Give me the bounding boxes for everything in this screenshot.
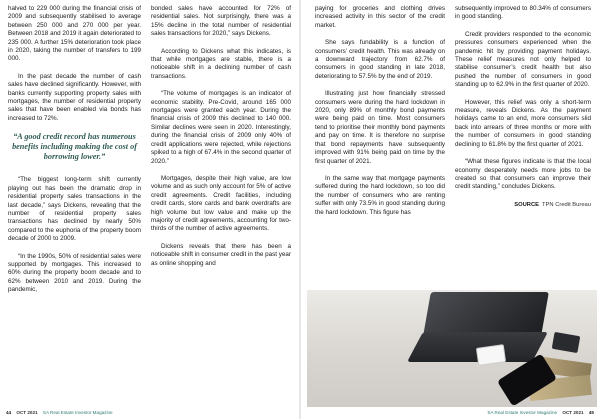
page-number: 45 bbox=[588, 410, 594, 415]
text-column-4 bbox=[455, 5, 591, 218]
paragraph: According to Dickens what this indicates, is that while mortgages are stable, there is a noticeable shift in a declining number of cash transactions. bbox=[151, 47, 291, 80]
paragraph: bonded sales have accounted for 72% of residential sales. Not surprisingly, there was a 15% decline in the total number of residential sales transactions for 2020,” says Dickens. bbox=[151, 5, 291, 38]
page-footer bbox=[6, 410, 113, 416]
paragraph: paying for groceries and clothing drives increased activity in this sector of the credit market. bbox=[315, 5, 445, 29]
issue-date: OCT 2021 bbox=[562, 410, 584, 415]
paragraph: In the same way that mortgage payments suffered during the hard lockdown, so too did the number of consumers who are renting suffer with only 73.5% in good standing during the hard lockdown. This figure has bbox=[315, 174, 445, 216]
paragraph: In the past decade the number of cash sales have declined significantly. However, with banks currently supporting property sales with mortgages, the number of residential property sales that have been enabled via bonds has increased to 72%. bbox=[8, 72, 141, 122]
laptop-cash-photo bbox=[307, 290, 597, 407]
issue-date: OCT 2021 bbox=[16, 410, 38, 415]
source-label: SOURCE bbox=[514, 201, 540, 208]
left-page bbox=[0, 0, 299, 419]
paragraph: “The biggest long-term shift currently playing out has been the dramatic drop in residential property sales transactions in the last decade,” says Dickens, revealing that the number of residential property sales transactions has declined by nearly 50% compared to the euphoria of the property boom decade of 2000 to 2009. bbox=[8, 176, 141, 243]
paragraph: Dickens reveals that there has been a noticeable shift in consumer credit in the past year as online shopping and bbox=[151, 242, 292, 267]
right-page bbox=[301, 0, 600, 419]
paragraph: She says fundability is a function of consumers’ credit health. This was already on a downward trajectory from 62.7% of consumers in good standing in late 2018, deteriorating to 57.5% by the end of 2019. bbox=[315, 39, 445, 80]
dark-card-shape bbox=[552, 332, 581, 353]
text-column-2 bbox=[151, 5, 291, 277]
paragraph: “In the 1990s, 50% of residential sales were supported by mortgages. This increased to 60% during the property boom decade and to 62% between 2010 and 2019. During the pandemic, bbox=[8, 252, 141, 294]
magazine-name: SA Real Estate Investor Magazine bbox=[487, 410, 558, 415]
magazine-name: SA Real Estate Investor Magazine bbox=[42, 410, 113, 415]
text-column-3 bbox=[315, 5, 445, 226]
source-credit bbox=[455, 201, 591, 209]
paragraph: “The volume of mortgages is an indicator of economic stability. Pre-Covid, around 165 000 mortgages were granted each year. During the financial crisis of 2009 this declined to 140 000. Similar declines were seen in 2020. Interestingly, during the financial crisis of 2009 only 40% of credit applications were rejected, while rejections spiked to a high of 67.4% in the second quarter of 2020.” bbox=[151, 90, 291, 165]
laptop-screen-shape bbox=[423, 292, 549, 336]
paragraph: Illustrating just how financially stressed consumers were during the hard lockdown in 2020, only 89% of monthly bond payments were being paid on time. Most consumers tend to prioritise their monthly bond payments and pay on time. It is therefore no surprise that bond repayments have subsequently improved with 91% being paid on time by the first quarter of 2021. bbox=[315, 90, 445, 165]
source-value: TPN Credit Bureau bbox=[542, 201, 591, 208]
text-column-1 bbox=[8, 5, 141, 304]
credit-card-shape bbox=[476, 344, 506, 366]
page-number: 44 bbox=[6, 410, 12, 415]
paragraph: halved to 229 000 during the financial crisis of 2009 and subsequently stabilised to average between 250 000 and 270 000 per year. Between 2018 and 2019 it again deteriorated to 235 000. A further 15% deterioration took place in 2020, taking the number of transfers to 199 000. bbox=[8, 5, 141, 63]
paragraph: “What these figures indicate is that the local economy desperately needs more jobs to be created so that consumers can improve their credit standing,” concludes Dickens. bbox=[455, 158, 591, 191]
paragraph: Credit providers responded to the economic pressures consumers experienced when the pandemic hit by providing payment holidays. These relief measures not only helped to stabilise consumer’s credit health but also pushed the number of consumers in good standing up to 62.9% in the first quarter of 2020. bbox=[455, 30, 591, 89]
paragraph: subsequently improved to 80.34% of consumers in good standing. bbox=[455, 5, 591, 21]
pull-quote: “A good credit record has numerous benefits including making the cost of borrowing lower.” bbox=[12, 132, 137, 162]
paragraph: Mortgages, despite their high value, are low volume and as such only account for 5% of active credit agreements. Credit facilities, including credit cards, store cards and bank overdrafts are high volume but low value and make up the majority of credit agreements, accounting for two-thirds of the number of active agreements. bbox=[151, 174, 291, 233]
page-footer bbox=[487, 410, 594, 416]
paragraph: However, this relief was only a short-term measure, reveals Dickens. As the payment holidays came to an end, more consumers slid back into arrears of three months or more with the number of consumers in good standing declining to 61.8% by the first quarter of 2021. bbox=[455, 98, 591, 148]
